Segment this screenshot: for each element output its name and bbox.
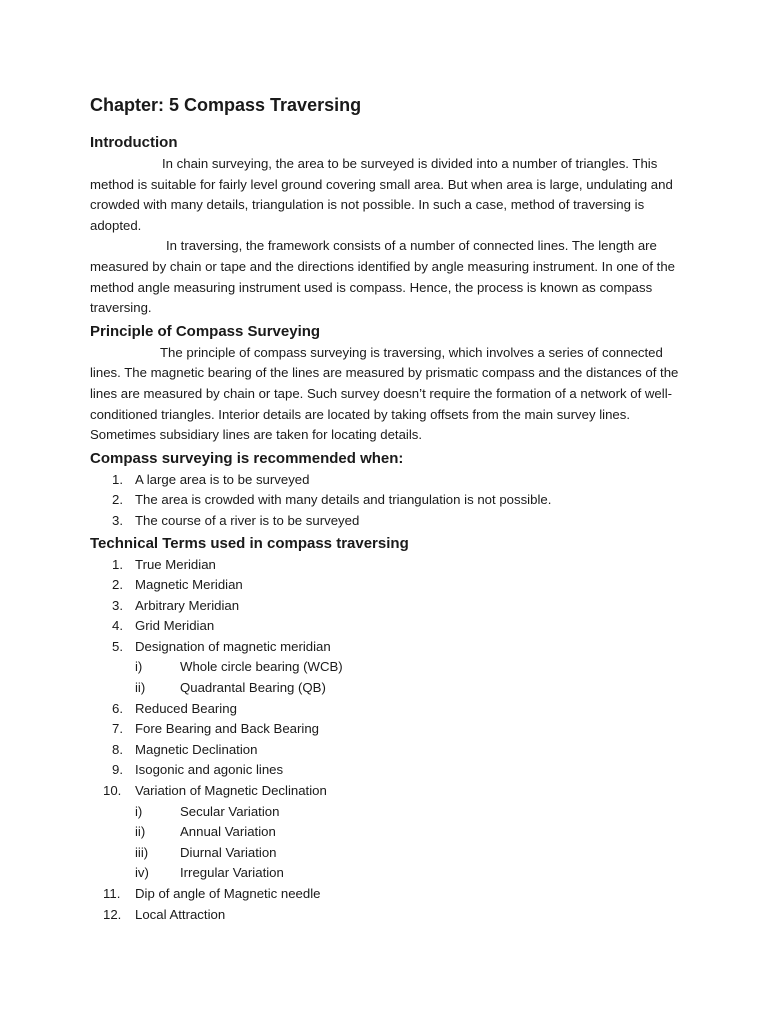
list-item-text: A large area is to be surveyed xyxy=(135,471,310,487)
sub-list-item-text: Secular Variation xyxy=(180,803,280,819)
list-item-text: Dip of angle of Magnetic needle xyxy=(135,886,321,901)
list-item xyxy=(90,470,680,491)
recommended-list xyxy=(90,470,680,532)
principle-paragraph xyxy=(90,343,680,446)
list-item-text: True Meridian xyxy=(135,556,216,572)
introduction-paragraph-1 xyxy=(90,154,680,236)
list-item xyxy=(90,596,680,617)
list-item xyxy=(90,511,680,532)
list-item-number: 12. xyxy=(103,906,122,922)
list-item-number: 5. xyxy=(112,638,123,654)
list-item xyxy=(90,781,680,802)
sub-list xyxy=(90,802,680,884)
list-item-text: Arbitrary Meridian xyxy=(135,597,240,613)
sub-list-item-text: Irregular Variation xyxy=(180,865,284,881)
list-item-number: 7. xyxy=(112,721,123,737)
list-item-text: Local Attraction xyxy=(135,906,226,922)
sub-list-item xyxy=(90,863,680,884)
sub-list-item xyxy=(90,678,680,699)
sub-list-item-number: ii) xyxy=(135,824,146,840)
intro-p2-rest: are measured by chain or tape and the directions identified by angle measuring instrument. In one of the method angle measuring instrument used is compass. Hence, the process is known as compass traversing. xyxy=(90,238,676,316)
list-item-text: Magnetic Declination xyxy=(135,741,258,757)
sub-list-item xyxy=(90,822,680,843)
intro-p2-first: In traversing, the framework consists of a number of connected lines. The length xyxy=(166,238,635,254)
list-item xyxy=(90,760,680,781)
list-item-text: Grid Meridian xyxy=(135,618,215,634)
recommended-heading: Compass surveying is recommended when: xyxy=(90,449,404,467)
list-item xyxy=(90,905,680,926)
list-item-number: 2. xyxy=(112,492,123,508)
list-item-number: 3. xyxy=(112,597,123,613)
list-item-number: 4. xyxy=(112,618,123,634)
list-item-text: The area is crowded with many details and triangulation is not possible. xyxy=(135,492,552,508)
list-item-text: Reduced Bearing xyxy=(135,700,237,716)
sub-list-item xyxy=(90,657,680,678)
intro-p1-rest: This method is suitable for fairly level ground covering small area. But when area is large, undulating and crowded with many details, triangulation is not possible. In such a case, method of traversing is adopted. xyxy=(90,156,673,233)
introduction-heading: Introduction xyxy=(90,134,178,151)
list-item-number: 9. xyxy=(112,762,123,778)
introduction-paragraph-2 xyxy=(90,236,680,318)
sub-list-item-text: Annual Variation xyxy=(180,824,276,840)
list-item-number: 1. xyxy=(112,556,123,572)
list-item xyxy=(90,616,680,637)
list-item xyxy=(90,637,680,658)
sub-list-item-number: i) xyxy=(135,803,143,819)
list-item-text: Magnetic Meridian xyxy=(135,577,243,593)
list-item-number: 3. xyxy=(112,512,123,528)
sub-list-item-text: Diurnal Variation xyxy=(180,844,277,860)
terms-heading: Technical Terms used in compass traversing xyxy=(90,534,409,552)
sub-list-item-number: i) xyxy=(135,659,143,675)
list-item-text: Fore Bearing and Back Bearing xyxy=(135,721,320,737)
list-item-number: 6. xyxy=(112,700,123,716)
list-item xyxy=(90,884,680,905)
principle-p-first: The principle of compass surveying is traversing, which involves a series of xyxy=(160,344,599,360)
list-item-text: The course of a river is to be surveyed xyxy=(135,512,360,528)
list-item-text: Isogonic and agonic lines xyxy=(135,762,284,778)
list-item-text: Variation of Magnetic Declination xyxy=(135,783,327,799)
list-item xyxy=(90,719,680,740)
list-item xyxy=(90,490,680,511)
sub-list-item-number: ii) xyxy=(135,680,146,696)
sub-list-item xyxy=(90,843,680,864)
sub-list-item xyxy=(90,802,680,823)
list-item-number: 11. xyxy=(103,886,121,901)
terms-list xyxy=(90,555,680,926)
principle-heading: Principle of Compass Surveying xyxy=(90,322,321,340)
list-item xyxy=(90,555,680,576)
sub-list-item-text: Quadrantal Bearing (QB) xyxy=(180,680,326,696)
document-page xyxy=(90,92,680,925)
list-item-text: Designation of magnetic meridian xyxy=(135,638,331,654)
list-item xyxy=(90,740,680,761)
list-item-number: 10. xyxy=(103,783,122,799)
list-item xyxy=(90,699,680,720)
chapter-title: Chapter: 5 Compass Traversing xyxy=(90,95,362,115)
sub-list-item-number: iv) xyxy=(135,865,149,881)
list-item xyxy=(90,575,680,596)
intro-p1-first: In chain surveying, the area to be surveyed is divided into a number of triangles. xyxy=(162,156,629,171)
sub-list-item-number: iii) xyxy=(135,844,149,860)
list-item-number: 8. xyxy=(112,741,123,757)
principle-p-rest: connected lines. The magnetic bearing of the lines are measured by prismatic compass and the distances of the lines are measured by chain or tape. Such survey doesn’t require the formation of a network of well- conditioned triangles. Interior details are located by taking offsets from the main survey lines. Sometimes subsidiary lines are taken for locating details. xyxy=(90,344,679,443)
sub-list-item-text: Whole circle bearing (WCB) xyxy=(180,659,343,675)
sub-list xyxy=(90,657,680,698)
list-item-number: 2. xyxy=(112,577,123,593)
list-item-number: 1. xyxy=(112,471,123,487)
